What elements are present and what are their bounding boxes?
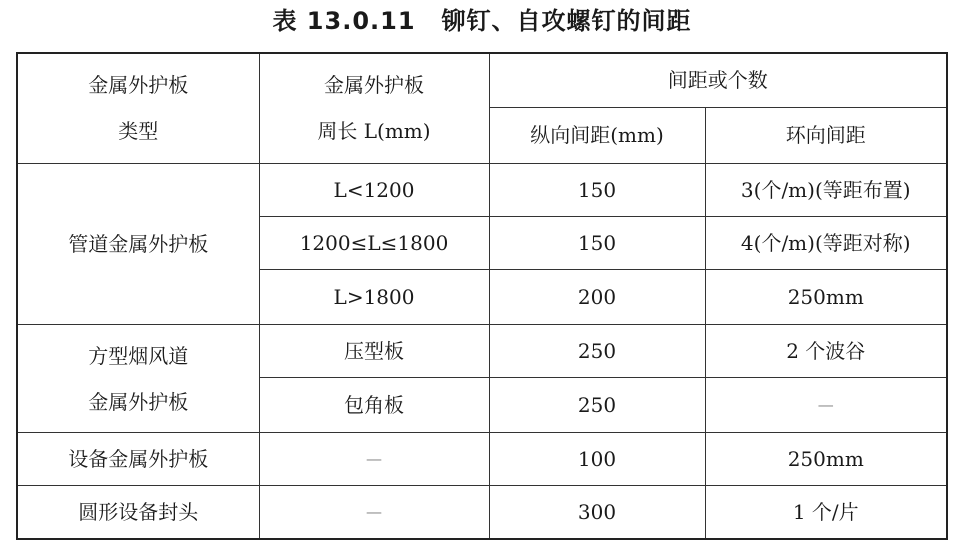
longitudinal-cell: 100: [489, 433, 705, 486]
circumferential-cell: 4(个/m)(等距对称): [705, 216, 947, 269]
header-type-line2: 类型: [118, 119, 159, 144]
circumferential-cell: 3(个/m)(等距布置): [705, 163, 947, 216]
header-group-cell: 间距或个数: [489, 53, 947, 107]
header-perimeter-line2: 周长 L(mm): [317, 119, 431, 144]
group-duct-line1: 方型烟风道: [88, 343, 189, 368]
perimeter-cell: L>1800: [259, 269, 489, 324]
longitudinal-cell: 250: [489, 378, 705, 433]
group-equipment-cell: 设备金属外护板: [17, 433, 259, 486]
group-duct-cell: [17, 325, 259, 433]
header-perimeter-line1: 金属外护板: [324, 73, 424, 98]
header-type-cell: [17, 53, 259, 163]
table-row: [17, 486, 947, 539]
longitudinal-cell: 150: [489, 163, 705, 216]
header-circumferential-cell: 环向间距: [705, 107, 947, 163]
group-head-cell: 圆形设备封头: [17, 486, 259, 539]
group-duct-line2: 金属外护板: [88, 389, 189, 414]
table-title-text: 铆钉、自攻螺钉的间距: [441, 7, 692, 35]
perimeter-cell: —: [259, 486, 489, 539]
group-pipe-cell: 管道金属外护板: [17, 163, 259, 324]
longitudinal-cell: 300: [489, 486, 705, 539]
header-perimeter-cell: [259, 53, 489, 163]
longitudinal-cell: 200: [489, 269, 705, 324]
perimeter-cell: L<1200: [259, 163, 489, 216]
header-row-1: [17, 53, 947, 107]
perimeter-cell: 压型板: [259, 325, 489, 378]
header-type-line1: 金属外护板: [88, 73, 189, 98]
perimeter-cell: 1200≤L≤1800: [259, 216, 489, 269]
header-longitudinal-cell: 纵向间距(mm): [489, 107, 705, 163]
table-row: [17, 433, 947, 486]
table-row: [17, 325, 947, 378]
circumferential-cell: 2 个波谷: [705, 325, 947, 378]
circumferential-cell: 250mm: [705, 433, 947, 486]
spacing-table: [16, 52, 948, 540]
longitudinal-cell: 250: [489, 325, 705, 378]
longitudinal-cell: 150: [489, 216, 705, 269]
circumferential-cell: 250mm: [705, 269, 947, 324]
table-title: [0, 4, 964, 38]
circumferential-cell: 1 个/片: [705, 486, 947, 539]
perimeter-cell: —: [259, 433, 489, 486]
circumferential-cell: —: [705, 378, 947, 433]
table-number: 表 13.0.11: [272, 7, 416, 35]
perimeter-cell: 包角板: [259, 378, 489, 433]
table-row: [17, 163, 947, 216]
